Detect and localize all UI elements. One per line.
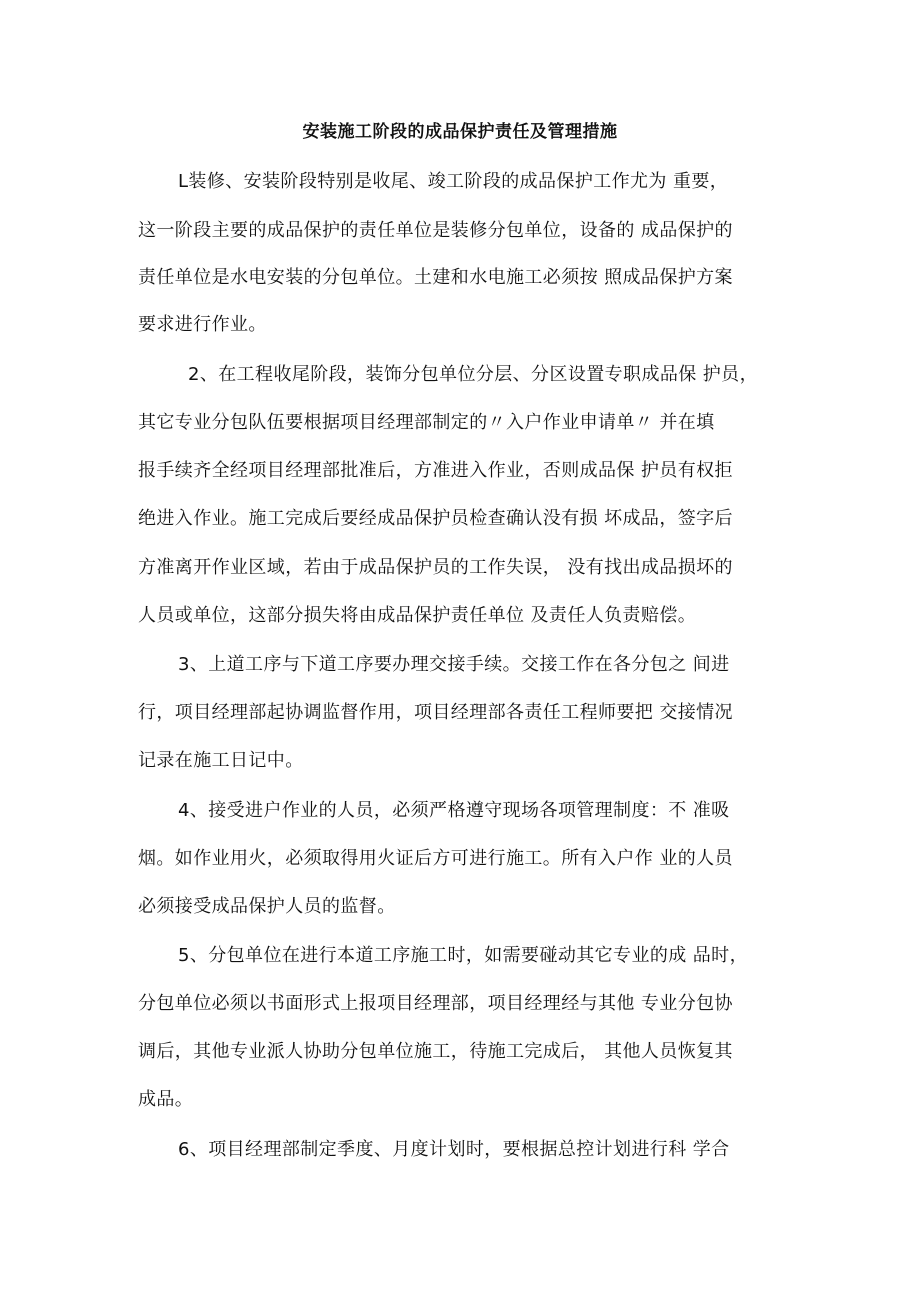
paragraph-3-line-1: 3、上道工序与下道工序要办理交接手续。交接工作在各分包之 间进 (178, 654, 730, 675)
paragraph-1-line-1: L装修、安装阶段特别是收尾、竣工阶段的成品保护工作尤为 重要， (178, 171, 729, 192)
paragraph-2-line-3: 报手续齐全经项目经理部批准后，方准进入作业，否则成品保 护员有权拒 (138, 460, 733, 481)
paragraph-3-line-3: 记录在施工日记中。 (138, 750, 304, 771)
paragraph-2-line-5: 方准离开作业区域，若由于成品保护员的工作失误， 没有找出成品损坏的 (138, 557, 733, 578)
paragraph-4-line-1: 4、接受进户作业的人员，必须严格遵守现场各项管理制度：不 准吸 (178, 800, 730, 821)
paragraph-6-line-1: 6、项目经理部制定季度、月度计划时，要根据总控计划进行科 学合 (178, 1139, 730, 1160)
paragraph-2-line-1: 2、在工程收尾阶段，装饰分包单位分层、分区设置专职成品保 护员， (188, 364, 758, 385)
paragraph-5-line-4: 成品。 (138, 1089, 194, 1110)
paragraph-4-line-3: 必须接受成品保护人员的监督。 (138, 896, 396, 917)
paragraph-3-line-2: 行，项目经理部起协调监督作用，项目经理部各责任工程师要把 交接情况 (138, 702, 733, 723)
paragraph-2-line-6: 人员或单位，这部分损失将由成品保护责任单位 及责任人负责赔偿。 (138, 605, 697, 626)
paragraph-5-line-2: 分包单位必须以书面形式上报项目经理部，项目经理经与其他 专业分包协 (138, 993, 733, 1014)
paragraph-1-line-3: 责任单位是水电安装的分包单位。土建和水电施工必须按 照成品保护方案 (138, 267, 733, 288)
paragraph-2-line-4: 绝进入作业。施工完成后要经成品保护员检查确认没有损 坏成品，签字后 (138, 508, 733, 529)
paragraph-2-line-2: 其它专业分包队伍要根据项目经理部制定的〃入户作业申请单〃 并在填 (138, 412, 715, 433)
paragraph-1-line-2: 这一阶段主要的成品保护的责任单位是装修分包单位，设备的 成品保护的 (138, 220, 733, 241)
paragraph-5-line-1: 5、分包单位在进行本道工序施工时，如需要碰动其它专业的成 品时， (178, 945, 748, 966)
paragraph-5-line-3: 调后，其他专业派人协助分包单位施工，待施工完成后， 其他人员恢复其 (138, 1041, 733, 1062)
page-title: 安装施工阶段的成品保护责任及管理措施 (302, 122, 618, 142)
paragraph-4-line-2: 烟。如作业用火，必须取得用火证后方可进行施工。所有入户作 业的人员 (138, 848, 733, 869)
paragraph-1-line-4: 要求进行作业。 (138, 314, 267, 335)
